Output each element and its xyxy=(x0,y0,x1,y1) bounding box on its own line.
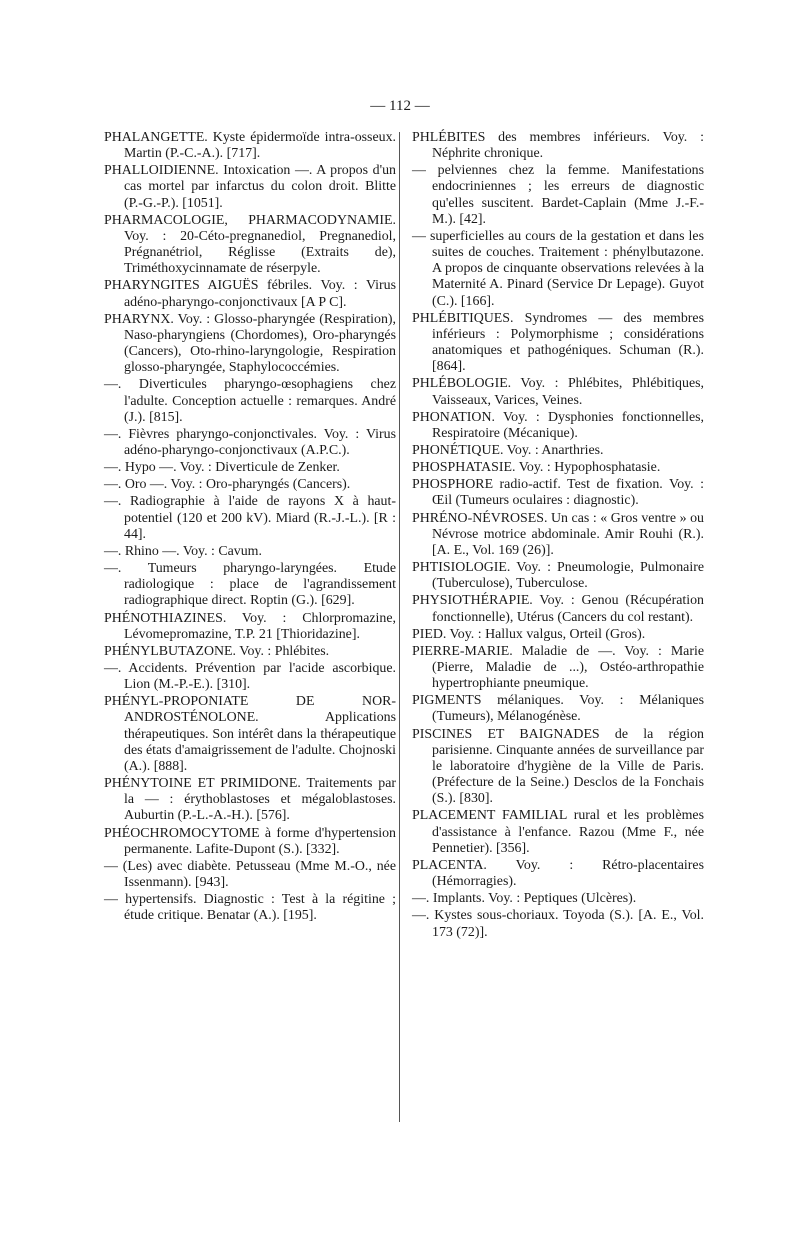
index-entry: PHYSIOTHÉRAPIE. Voy. : Genou (Récupération fonctionnelle), Utérus (Cancers du col restant). xyxy=(412,593,704,625)
index-entry: PIED. Voy. : Hallux valgus, Orteil (Gros). xyxy=(412,626,646,642)
index-entry: PHALANGETTE. Kyste épidermoïde intra-osseux. Martin (P.-C.-A.). [717]. xyxy=(104,130,396,162)
index-entry: PHONÉTIQUE. Voy. : Anarthries. xyxy=(412,442,604,458)
index-entry: PHALLOIDIENNE. Intoxication —. A propos d'un cas mortel par infarctus du colon droit. Blitte (P.-G.-P.). [1051]. xyxy=(104,163,396,211)
index-entry: PHTISIOLOGIE. Voy. : Pneumologie, Pulmonaire (Tuberculose), Tuberculose. xyxy=(412,560,704,592)
index-entry: — pelviennes chez la femme. Manifestations endocriniennes ; les erreurs de diagnostic qu'elles suscitent. Bardet-Caplain (Mme J.-F.-M.). [42]. xyxy=(412,163,704,227)
index-entry: —. Oro —. Voy. : Oro-pharyngés (Cancers). xyxy=(104,477,351,493)
index-entry: —. Diverticules pharyngo-œsophagiens chez l'adulte. Conception actuelle : remarques. André (J.). [815]. xyxy=(104,377,396,425)
index-entry: PLACENTA. Voy. : Rétro-placentaires (Hémorragies). xyxy=(412,857,704,890)
index-entry: PHLÉBOLOGIE. Voy. : Phlébites, Phlébitiques, Vaisseaux, Varices, Veines. xyxy=(412,376,704,408)
index-entry: PIERRE-MARIE. Maladie de —. Voy. : Marie (Pierre, Maladie de ...), Ostéo-arthropathie hypertrophiante pneumique. xyxy=(412,643,704,692)
index-entry: —. Accidents. Prévention par l'acide ascorbique. Lion (M.-P.-E.). [310]. xyxy=(104,661,396,693)
index-entry: PHÉOCHROMOCYTOME à forme d'hypertension permanente. Lafite-Dupont (S.). [332]. xyxy=(104,825,396,857)
index-entry: PHÉNYL-PROPONIATE DE NOR-ANDROSTÉNOLONE. Applications thérapeutiques. Son intérêt dans la thérapeutique des états d'amaigrissement de l'adulte. Chojnoski (A.). [888]. xyxy=(104,694,396,774)
index-entry: —. Fièvres pharyngo-conjonctivales. Voy. : Virus adéno-pharyngo-conjonctivaux (A.P.C.). xyxy=(104,426,396,458)
index-entry: PHOSPHATASIE. Voy. : Hypophosphatasie. xyxy=(412,460,661,476)
index-entry: PHLÉBITES des membres inférieurs. Voy. : Néphrite chronique. xyxy=(412,130,704,162)
index-entry: PHÉNYTOINE ET PRIMIDONE. Traitements par la — : érythoblastoses et mégaloblastoses. Auburtin (P.-L.-A.-H.). [576]. xyxy=(104,776,396,824)
index-entry: PHRÉNO-NÉVROSES. Un cas : « Gros ventre » ou Névrose motrice abdominale. Amir Rouhi (R.). [A. E., Vol. 169 (26)]. xyxy=(412,510,704,558)
index-entry: — (Les) avec diabète. Petusseau (Mme M.-O., née Issenmann). [943]. xyxy=(104,858,396,891)
index-entry: —. Tumeurs pharyngo-laryngées. Etude radiologique : place de l'agrandissement radiographique direct. Roptin (G.). [629]. xyxy=(104,561,396,609)
column-divider xyxy=(399,132,400,1122)
index-entry: PISCINES ET BAIGNADES de la région parisienne. Cinquante années de surveillance par le laboratoire d'hygiène de la Ville de Paris. (Préfecture de la Seine.) Desclos de la Fonchais (S.). [830]. xyxy=(412,726,704,807)
index-entry: —. Kystes sous-choriaux. Toyoda (S.). [A. E., Vol. 173 (72)]. xyxy=(412,908,704,940)
index-entry: PLACEMENT FAMILIAL rural et les problèmes d'assistance à l'enfance. Razou (Mme F., née Pennetier). [356]. xyxy=(412,808,704,856)
index-entry: —. Rhino —. Voy. : Cavum. xyxy=(104,543,262,559)
page-number: — 112 — xyxy=(370,98,430,114)
index-entry: — hypertensifs. Diagnostic : Test à la régitine ; étude critique. Benatar (A.). [195]. xyxy=(104,892,396,924)
index-entry: PIGMENTS mélaniques. Voy. : Mélaniques (Tumeurs), Mélanogénèse. xyxy=(412,693,704,725)
index-entry: PHÉNYLBUTAZONE. Voy. : Phlébites. xyxy=(104,643,330,659)
index-entry: PHONATION. Voy. : Dysphonies fonctionnelles, Respiratoire (Mécanique). xyxy=(412,409,704,441)
index-entry: PHARMACOLOGIE, PHARMACODYNAMIE. Voy. : 20-Céto-pregnanediol, Pregnanediol, Prégnanétriol, Réglisse (Extraits de), Triméthoxycinnamate de réserpyle. xyxy=(104,212,396,277)
index-entry: —. Radiographie à l'aide de rayons X à haut-potentiel (120 et 200 kV). Miard (R.-J.-L.). [R : 44]. xyxy=(104,494,396,542)
index-entry: PHLÉBITIQUES. Syndromes — des membres inférieurs : Polymorphisme ; considérations anatomiques et pathogéniques. Schuman (R.). [864]. xyxy=(412,310,704,375)
index-entry: PHARYNX. Voy. : Glosso-pharyngée (Respiration), Naso-pharyngiens (Chordomes), Oro-pharyngés (Cancers), Oto-rhino-laryngologie, Respiration glosso-pharyngée, Staphylococcémies. xyxy=(104,311,396,376)
index-entry: PHÉNOTHIAZINES. Voy. : Chlorpromazine, Lévomepromazine, T.P. 21 [Thioridazine]. xyxy=(104,610,396,642)
left-column xyxy=(104,130,396,926)
index-entry: —. Implants. Voy. : Peptiques (Ulcères). xyxy=(412,891,637,907)
index-entry: —. Hypo —. Voy. : Diverticule de Zenker. xyxy=(104,460,340,476)
index-entry: PHOSPHORE radio-actif. Test de fixation. Voy. : Œil (Tumeurs oculaires : diagnostic). xyxy=(412,477,704,509)
index-entry: PHARYNGITES AIGUËS fébriles. Voy. : Virus adéno-pharyngo-conjonctivaux [A P C]. xyxy=(104,278,396,310)
right-column xyxy=(412,130,704,942)
index-entry: — superficielles au cours de la gestation et dans les suites de couches. Traitement : phénylbutazone. A propos de cinquante observations relevées à la Maternité A. Pinard (Service Dr Lepage). Guyot (C.). [166]. xyxy=(412,228,704,309)
